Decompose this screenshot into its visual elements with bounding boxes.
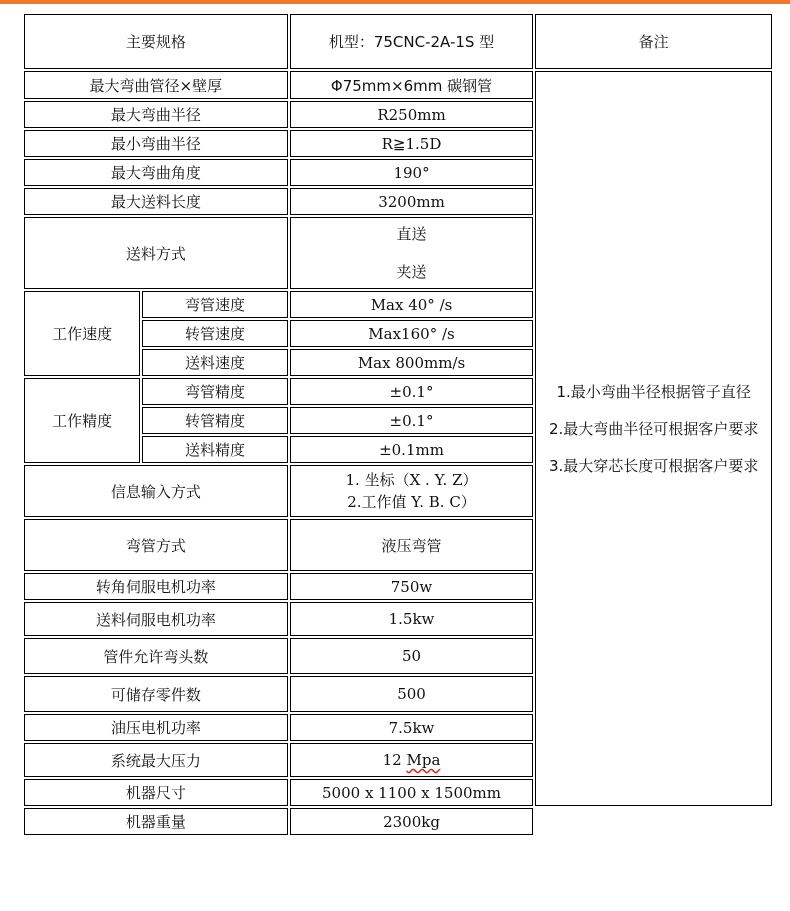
- rotate-speed-value: Max160° /s: [290, 320, 534, 347]
- oil-motor-value: 7.5kw: [290, 714, 534, 741]
- remarks-title-cell: 备注: [535, 14, 772, 69]
- bend-mode-label: 弯管方式: [24, 519, 288, 571]
- elbows-label: 管件允许弯头数: [24, 638, 288, 674]
- max-angle-label: 最大弯曲角度: [24, 159, 288, 186]
- max-pressure-unit: Mpa: [406, 751, 441, 769]
- rotate-precision-value: ±0.1°: [290, 407, 534, 434]
- rotate-servo-value: 750w: [290, 573, 534, 600]
- max-tube-value: Φ75mm×6mm 碳钢管: [290, 71, 534, 99]
- weight-label: 机器重量: [24, 808, 288, 835]
- rotate-servo-label: 转角伺服电机功率: [24, 573, 288, 600]
- spec-table: [22, 12, 774, 837]
- bend-precision-label: 弯管精度: [142, 378, 287, 405]
- max-feed-label: 最大送料长度: [24, 188, 288, 215]
- feed-precision-label: 送料精度: [142, 436, 287, 463]
- input-mode-value: [290, 465, 534, 517]
- feed-servo-value: 1.5kw: [290, 602, 534, 636]
- max-angle-value: 190°: [290, 159, 534, 186]
- top-accent-bar: [0, 0, 790, 4]
- model-cell: 机型：75CNC-2A-1S 型: [290, 14, 534, 69]
- max-pressure-number: 12: [382, 751, 402, 769]
- max-radius-label: 最大弯曲半径: [24, 101, 288, 128]
- weight-value: 2300kg: [290, 808, 534, 835]
- feed-mode-label: 送料方式: [24, 217, 288, 289]
- feed-mode-clamp: 夹送: [396, 263, 427, 281]
- bend-speed-label: 弯管速度: [142, 291, 287, 318]
- bend-mode-value: 液压弯管: [290, 519, 534, 571]
- feed-speed-label: 送料速度: [142, 349, 287, 376]
- max-tube-label: 最大弯曲管径×壁厚: [24, 71, 288, 99]
- spec-title-cell: 主要规格: [24, 14, 288, 69]
- max-pressure-label: 系统最大压力: [24, 743, 288, 777]
- work-precision-label: 工作精度: [24, 378, 140, 463]
- max-feed-value: 3200mm: [290, 188, 534, 215]
- oil-motor-label: 油压电机功率: [24, 714, 288, 741]
- rotate-speed-label: 转管速度: [142, 320, 287, 347]
- input-mode-line-1: 1. 坐标（X . Y. Z）: [345, 471, 478, 489]
- work-speed-label: 工作速度: [24, 291, 140, 376]
- size-label: 机器尺寸: [24, 779, 288, 806]
- remark-2: 2.最大弯曲半径可根据客户要求: [549, 420, 759, 438]
- min-radius-label: 最小弯曲半径: [24, 130, 288, 157]
- feed-mode-direct: 直送: [396, 225, 427, 243]
- remarks-cell: [535, 71, 772, 806]
- feed-speed-value: Max 800mm/s: [290, 349, 534, 376]
- parts-value: 500: [290, 676, 534, 712]
- input-mode-label: 信息输入方式: [24, 465, 288, 517]
- feed-precision-value: ±0.1mm: [290, 436, 534, 463]
- parts-label: 可储存零件数: [24, 676, 288, 712]
- feed-mode-value: [290, 217, 534, 289]
- rotate-precision-label: 转管精度: [142, 407, 287, 434]
- feed-servo-label: 送料伺服电机功率: [24, 602, 288, 636]
- input-mode-line-2: 2.工作值 Y. B. C）: [347, 493, 476, 511]
- remark-1: 1.最小弯曲半径根据管子直径: [556, 383, 751, 401]
- size-value: 5000 x 1100 x 1500mm: [290, 779, 534, 806]
- max-pressure-value: [290, 743, 534, 777]
- min-radius-value: R≧1.5D: [290, 130, 534, 157]
- max-radius-value: R250mm: [290, 101, 534, 128]
- elbows-value: 50: [290, 638, 534, 674]
- bend-speed-value: Max 40° /s: [290, 291, 534, 318]
- remark-3: 3.最大穿芯长度可根据客户要求: [549, 457, 759, 475]
- bend-precision-value: ±0.1°: [290, 378, 534, 405]
